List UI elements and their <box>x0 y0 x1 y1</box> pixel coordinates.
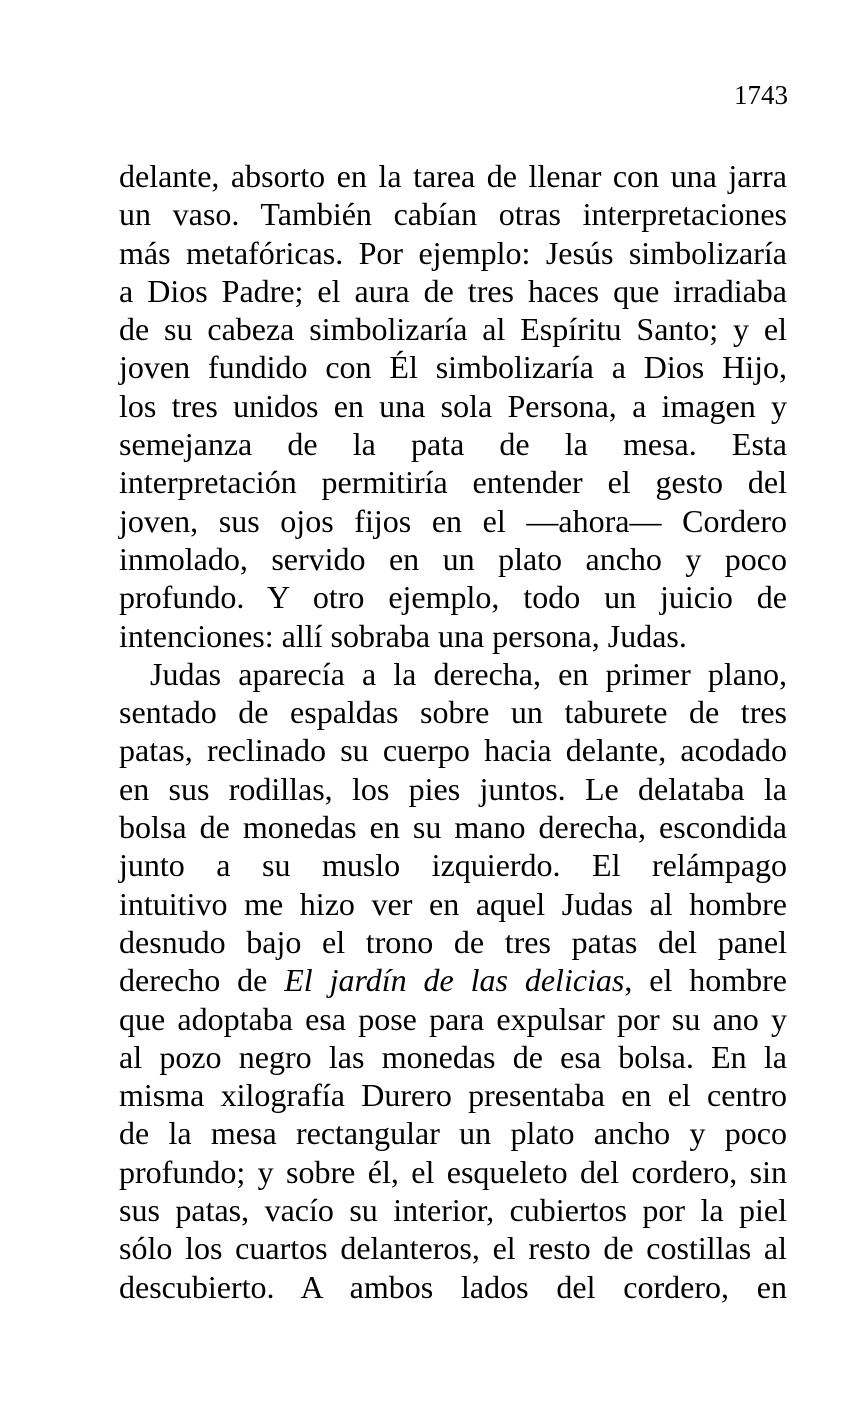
text-line: descubierto. A ambos lados del cordero, en <box>119 1268 787 1305</box>
text-line: patas, reclinado su cuerpo hacia delante, acodado <box>119 732 787 769</box>
text-line: los tres unidos en una sola Persona, a imagen y <box>119 387 787 424</box>
page-number: 1743 <box>734 80 788 110</box>
text-line: interpretación permitiría entender el gesto del <box>119 464 787 501</box>
text-fragment: , el hombre <box>624 962 787 999</box>
text-line: a Dios Padre; el aura de tres haces que irradiaba <box>119 272 787 309</box>
text-line: de su cabeza simbolizaría al Espíritu Santo; y el <box>119 311 787 348</box>
artwork-title: El jardín de las delicias <box>284 962 625 999</box>
text-line: sentado de espaldas sobre un taburete de tres <box>119 694 787 731</box>
text-fragment: derecho de <box>119 962 285 999</box>
text-line: profundo; y sobre él, el esqueleto del cordero, sin <box>119 1153 787 1190</box>
text-line: semejanza de la pata de la mesa. Esta <box>119 426 787 463</box>
text-line: más metafóricas. Por ejemplo: Jesús simbolizaría <box>119 234 787 271</box>
paragraph-2 <box>119 655 787 1306</box>
text-line-with-title <box>119 961 787 999</box>
text-line: de la mesa rectangular un plato ancho y poco <box>119 1115 787 1152</box>
text-line: que adoptaba esa pose para expulsar por su ano y <box>119 1000 787 1037</box>
text-line: misma xilografía Durero presentaba en el centro <box>119 1077 787 1114</box>
body-text <box>119 157 787 1306</box>
text-line: sus patas, vacío su interior, cubiertos por la piel <box>119 1192 787 1229</box>
text-line: inmolado, servido en un plato ancho y poco <box>119 540 787 577</box>
text-line: joven, sus ojos fijos en el —ahora— Cordero <box>119 502 787 539</box>
text-line: intenciones: allí sobraba una persona, Judas. <box>119 617 687 654</box>
text-line: profundo. Y otro ejemplo, todo un juicio de <box>119 579 787 616</box>
text-line: delante, absorto en la tarea de llenar con una jarra <box>119 158 787 194</box>
text-line: Judas aparecía a la derecha, en primer plano, <box>150 655 787 692</box>
text-line: intuitivo me hizo ver en aquel Judas al hombre <box>119 885 787 922</box>
text-line: al pozo negro las monedas de esa bolsa. En la <box>119 1038 787 1075</box>
text-line: sólo los cuartos delanteros, el resto de costillas al <box>119 1230 787 1267</box>
text-line: en sus rodillas, los pies juntos. Le delataba la <box>119 770 787 807</box>
text-line: bolsa de monedas en su mano derecha, escondida <box>119 809 787 846</box>
text-line: desnudo bajo el trono de tres patas del panel <box>119 923 787 960</box>
text-line: joven fundido con Él simbolizaría a Dios Hijo, <box>119 349 787 386</box>
text-line: junto a su muslo izquierdo. El relámpago <box>119 847 787 884</box>
text-line: un vaso. También cabían otras interpretaciones <box>119 196 787 233</box>
paragraph-1 <box>119 157 787 655</box>
